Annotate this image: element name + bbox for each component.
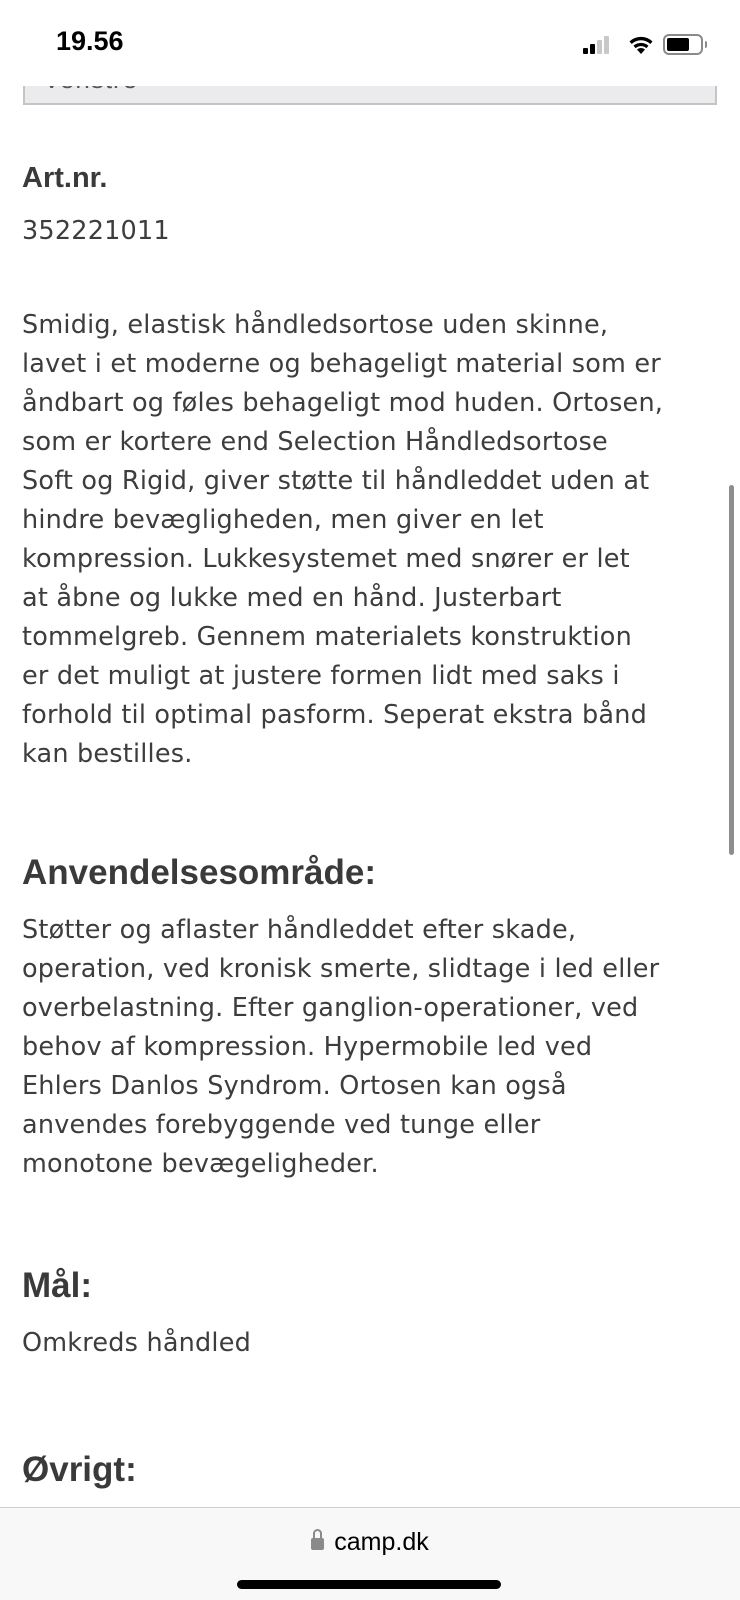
measure-heading: Mål:: [22, 1266, 92, 1305]
url-text: camp.dk: [334, 1528, 429, 1556]
wifi-icon: [627, 33, 655, 55]
measure-value: Omkreds håndled: [22, 1328, 251, 1358]
usage-heading: Anvendelsesområde:: [22, 853, 377, 892]
home-indicator[interactable]: [237, 1580, 501, 1589]
status-bar: [0, 0, 740, 86]
cellular-signal-icon: [583, 36, 617, 54]
article-number-label: Art.nr.: [22, 162, 108, 194]
battery-icon: [663, 34, 703, 55]
page-scrollbar[interactable]: [729, 485, 734, 855]
article-number-value: 352221011: [22, 216, 170, 246]
usage-text: Støtter og aflaster håndleddet efter skade, operation, ved kronisk smerte, slidtage i led eller overbelastning. Efter ganglion-operationer, ved behov af kompression. Hypermobile led ved Ehlers Danlos Syndrom. Ortosen kan også anvendes forebyggende ved tunge eller monotone bevægeligheder.: [22, 915, 660, 1179]
other-heading: Øvrigt:: [22, 1450, 137, 1489]
battery-tip: [705, 41, 707, 48]
status-time: 19.56: [56, 26, 124, 56]
product-description: Smidig, elastisk håndledsortose uden skinne, lavet i et moderne og behageligt material som er åndbart og føles behageligt mod huden. Ortosen, som er kortere end Selection Håndledsortose Soft og Rigid, giver støtte til håndleddet uden at hindre bevægligheden, men giver en let kompression. Lukkesystemet med snører er let at åbne og lukke med en hånd. Justerbart tommelgreb. Gennem materialets konstruktion er det muligt at justere formen lidt med saks i forhold til optimal pasform. Seperat ekstra bånd kan bestilles.: [22, 310, 664, 769]
lock-icon: [311, 1535, 324, 1551]
browser-bottom-bar: [0, 1507, 740, 1600]
address-bar[interactable]: [0, 1528, 740, 1557]
